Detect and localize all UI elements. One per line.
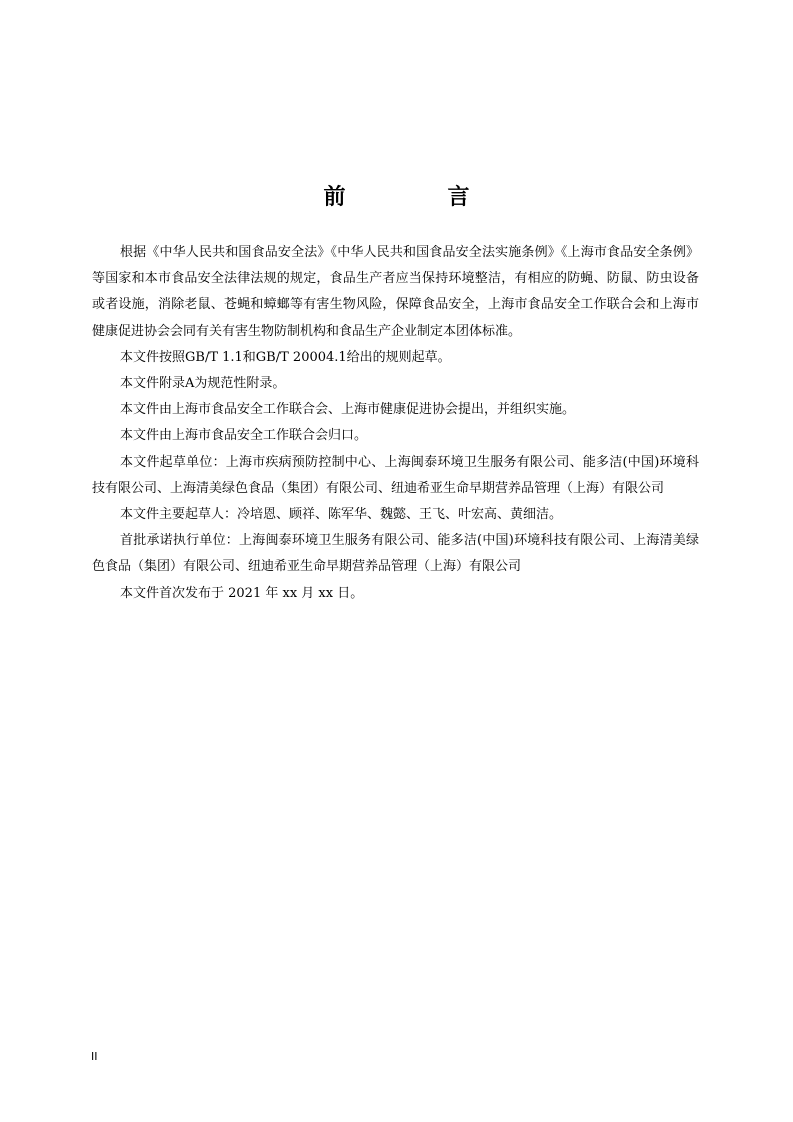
foreword-body: [92, 240, 699, 607]
paragraph-drafting-rules: 本文件按照GB/T 1.1和GB/T 20004.1给出的规则起草。: [120, 349, 451, 365]
paragraph-appendix: 本文件附录A为规范性附录。: [120, 376, 286, 392]
paragraph-first-adopters: 首批承诺执行单位：上海闽泰环境卫生服务有限公司、能多洁(中国)环境科技有限公司、上海清美绿色食品（集团）有限公司、纽迪希亚生命早期营养品管理（上海）有限公司: [92, 533, 699, 575]
page-title: 前 言: [323, 185, 510, 210]
paragraph-proposer: 本文件由上海市食品安全工作联合会、上海市健康促进协会提出，并组织实施。: [120, 402, 576, 418]
paragraph-release-date: 本文件首次发布于 2021 年 xx 月 xx 日。: [120, 585, 364, 601]
paragraph-basis: 根据《中华人民共和国食品安全法》《中华人民共和国食品安全法实施条例》《上海市食品安全条例》等国家和本市食品安全法律法规的规定，食品生产者应当保持环境整洁，有相应的防蝇、防鼠、防虫设备或者设施，消除老鼠、苍蝇和蟑螂等有害生物风险，保障食品安全，上海市食品安全工作联合会和上海市健康促进协会会同有关有害生物防制机构和食品生产企业制定本团体标准。: [92, 245, 699, 339]
page-number: II: [91, 1050, 98, 1063]
paragraph-centralized: 本文件由上海市食品安全工作联合会归口。: [120, 428, 368, 444]
paragraph-drafters: 本文件主要起草人：冷培恩、顾祥、陈军华、魏懿、王飞、叶宏高、黄细洁。: [120, 507, 563, 523]
paragraph-drafting-units: 本文件起草单位：上海市疾病预防控制中心、上海闽泰环境卫生服务有限公司、能多洁(中国)环境科技有限公司、上海清美绿色食品（集团）有限公司、纽迪希亚生命早期营养品管理（上海）有限公司: [92, 454, 699, 496]
